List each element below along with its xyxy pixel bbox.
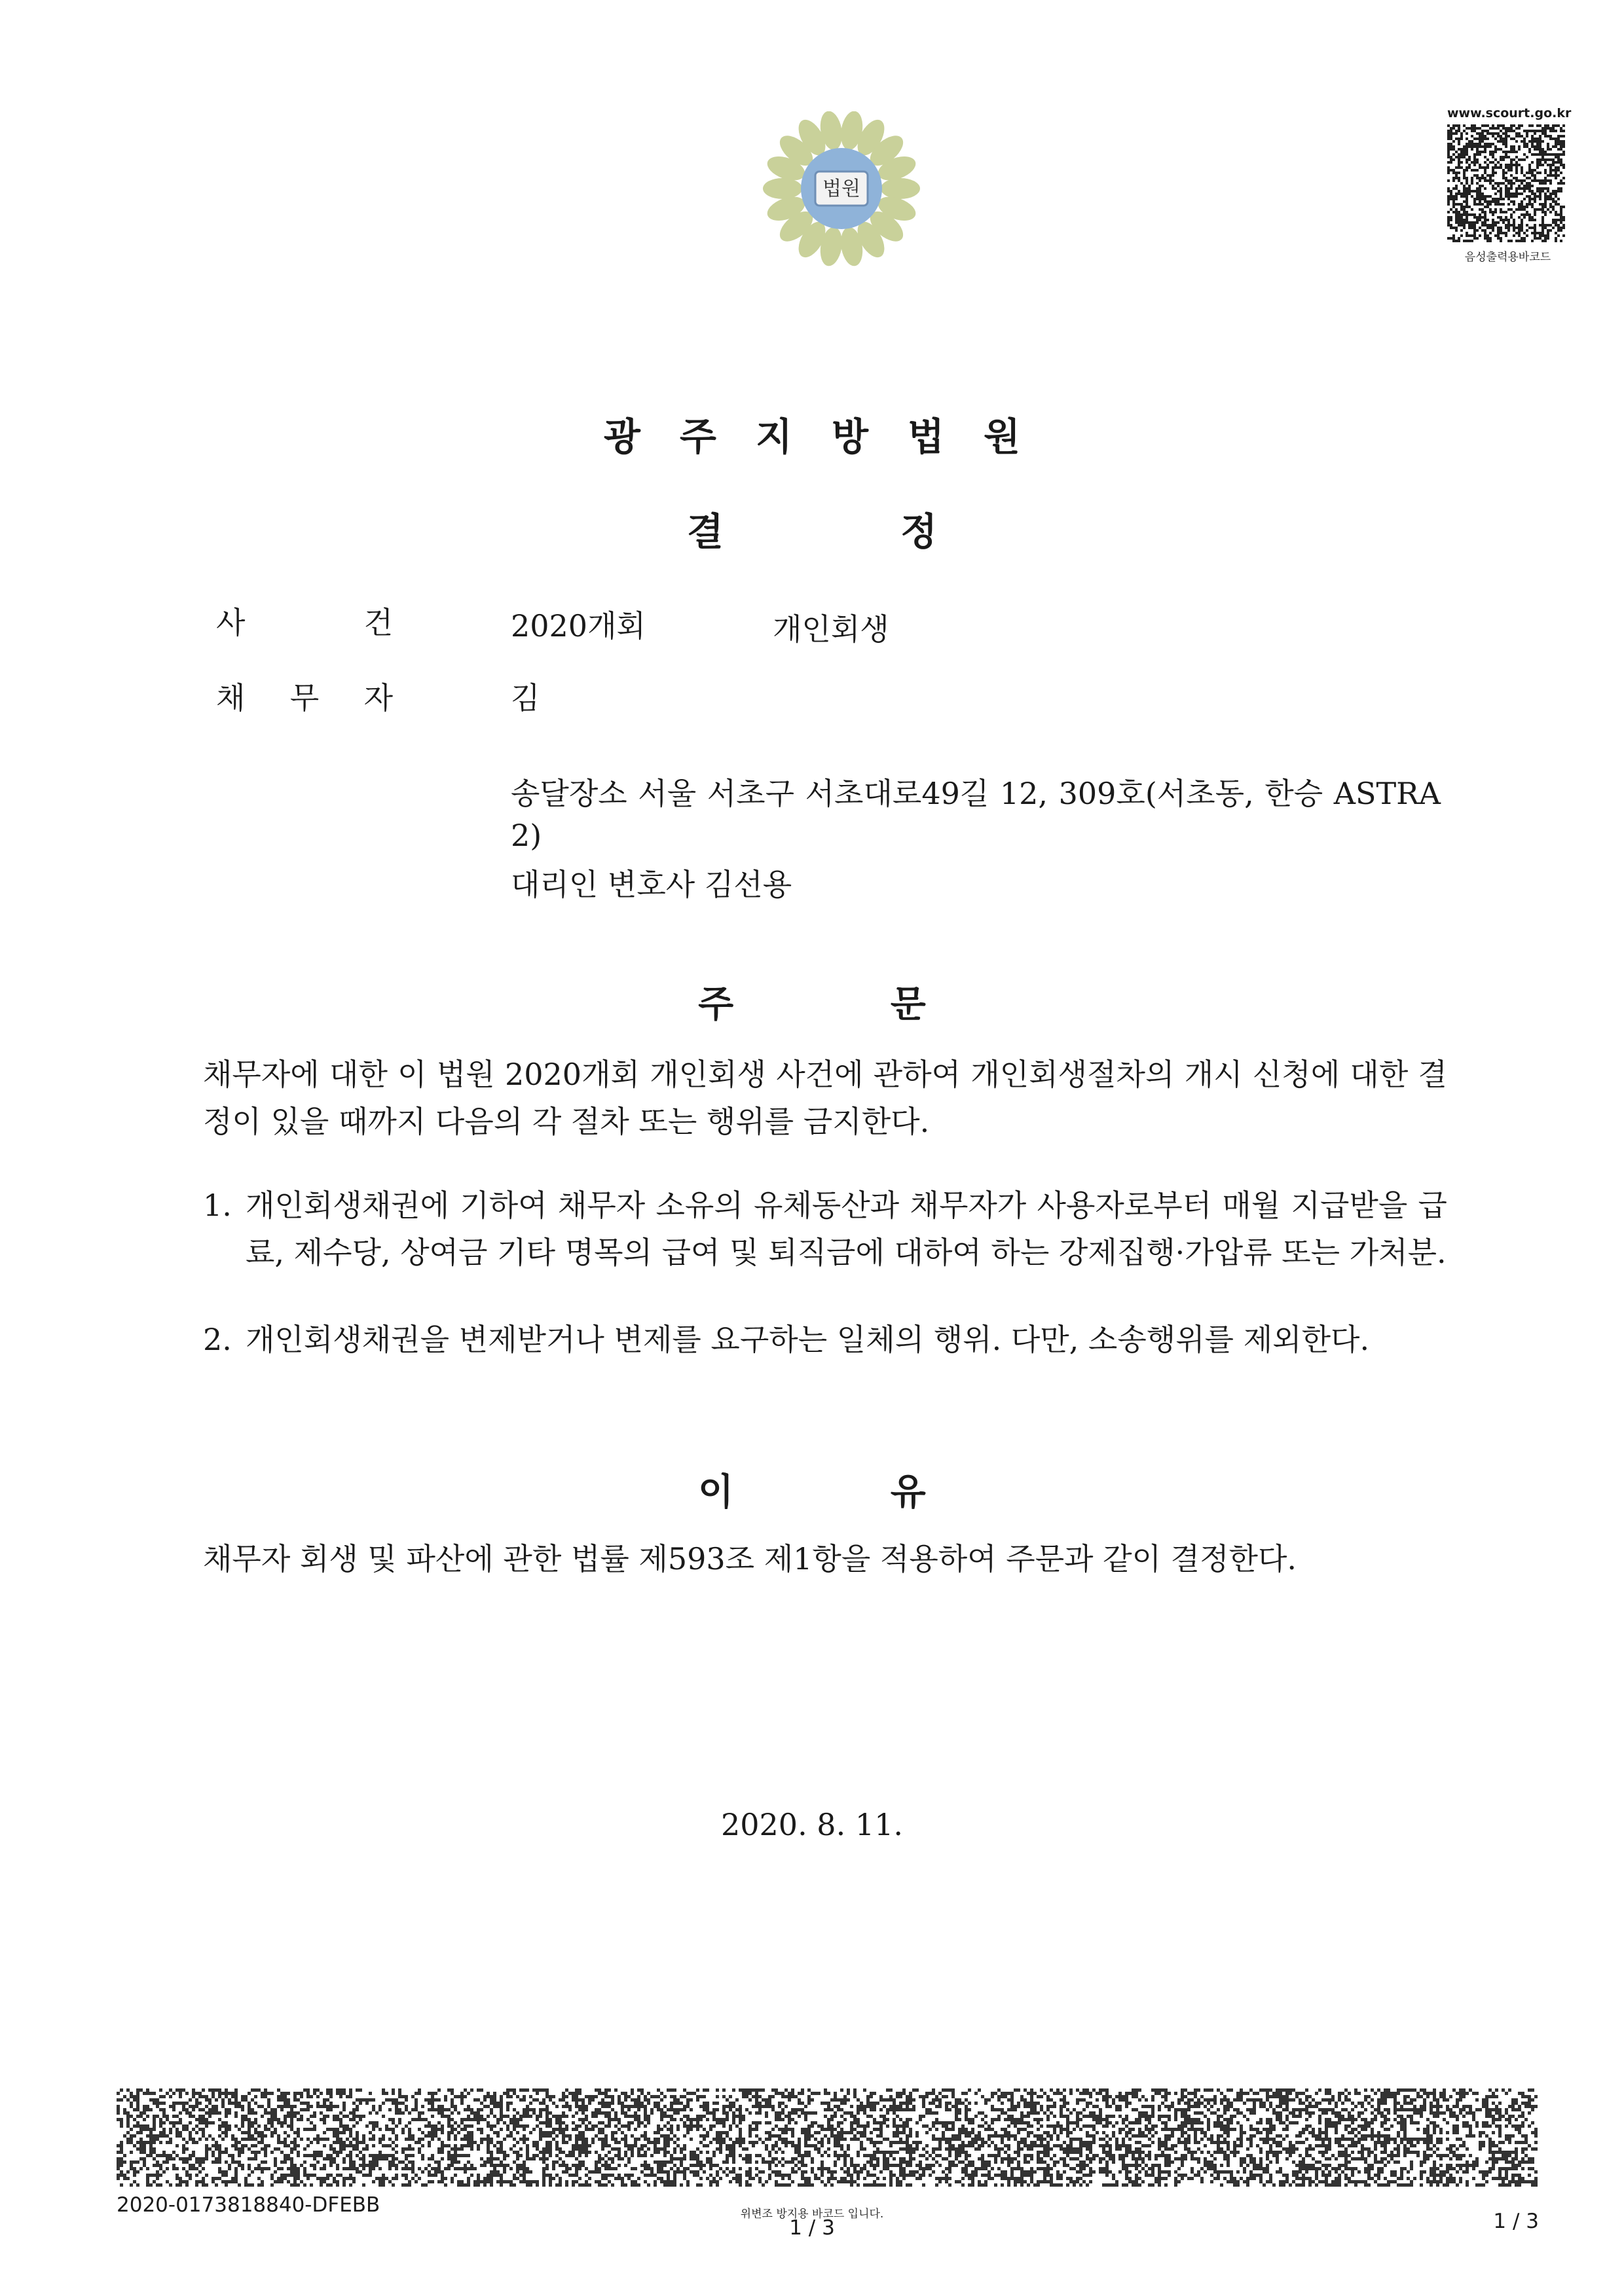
- document-title: 결 정: [686, 509, 938, 554]
- document-id: 2020-0173818840-DFEBB: [117, 2193, 380, 2217]
- order-item-text: 개인회생채권을 변제받거나 변제를 요구하는 일체의 행위. 다만, 소송행위를 제외한다.: [246, 1322, 1370, 1357]
- order-item-text: 개인회생채권에 기하여 채무자 소유의 유체동산과 채무자가 사용자로부터 매월 지급받을 급료, 제수당, 상여금 기타 명목의 급여 및 퇴직금에 대하여 하는 강제집행·가압류 또는 가처분.: [246, 1188, 1447, 1270]
- qr-url: www.scourt.go.kr: [1447, 106, 1572, 120]
- debtor-name: 김: [511, 680, 540, 716]
- attorney: 대리인 변호사 김선용: [511, 867, 792, 902]
- qr-code-icon: [1447, 124, 1565, 242]
- order-item-number: 1.: [203, 1188, 232, 1223]
- court-seal-logo: [760, 111, 923, 268]
- case-number: 2020개회: [511, 608, 646, 644]
- order-item-number: 2.: [203, 1322, 232, 1357]
- order-item: [203, 1182, 1447, 1276]
- order-heading: 주 문: [698, 983, 926, 1026]
- anti-forgery-barcode-icon: [117, 2088, 1538, 2187]
- decision-date: 2020. 8. 11.: [721, 1807, 903, 1842]
- case-label: 사 건: [216, 605, 393, 640]
- reason-heading: 이 유: [698, 1471, 926, 1514]
- anti-forgery-note: 위변조 방지용 바코드 입니다.: [740, 2208, 884, 2221]
- qr-caption: 음성출력용바코드: [1464, 251, 1551, 264]
- page-number-center: 1 / 3: [789, 2216, 835, 2240]
- reason-paragraph: 채무자 회생 및 파산에 관한 법률 제593조 제1항을 적용하여 주문과 같이 결정한다.: [203, 1541, 1297, 1576]
- seal-text: 법원: [822, 177, 860, 200]
- order-item: [203, 1316, 1447, 1363]
- order-paragraph: 채무자에 대한 이 법원 2020개회 개인회생 사건에 관하여 개인회생절차의 개시 신청에 대한 결정이 있을 때까지 다음의 각 절차 또는 행위를 금지한다.: [203, 1057, 1447, 1139]
- court-name: 광주지방법원: [603, 414, 1060, 459]
- service-address: 송달장소 서울 서초구 서초대로49길 12, 309호(서초동, 한승 ASTRA 2): [511, 776, 1441, 853]
- case-type: 개인회생: [773, 611, 889, 647]
- debtor-label: 채 무 자: [216, 680, 393, 716]
- page-number-right: 1 / 3: [1493, 2210, 1539, 2233]
